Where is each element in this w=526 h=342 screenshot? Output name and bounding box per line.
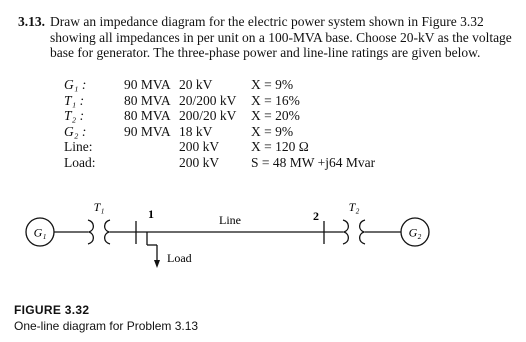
- rating-x: X = 16%: [251, 92, 300, 108]
- figure-caption: One-line diagram for Problem 3.13: [14, 319, 199, 333]
- rating-name: T₂ :: [64, 108, 85, 123]
- rating-mva: 90 MVA: [124, 77, 171, 92]
- rating-mva: 80 MVA: [124, 92, 171, 108]
- rating-row: [64, 93, 375, 109]
- rating-name: Line:: [64, 139, 93, 154]
- rating-row: [64, 155, 375, 171]
- bus-1-label: 1: [148, 207, 154, 221]
- g2-label: G₂: [408, 225, 422, 240]
- rating-kv: 200/20 kV: [179, 108, 237, 123]
- one-line-diagram: [0, 188, 526, 300]
- rating-name: Load:: [64, 154, 96, 170]
- bus-2-label: 2: [313, 209, 319, 223]
- load-branch: [147, 232, 157, 262]
- rating-kv: 20 kV: [179, 77, 213, 92]
- rating-name: G₂ :: [64, 123, 87, 139]
- load-label: Load: [167, 251, 192, 265]
- problem-text: Draw an impedance diagram for the electric power system shown in Figure 3.32 showing all impedances in per unit on a 100-MVA base. Choose 20-kV as the voltage base for generator. The three-phase power and line-line ratings are given below.: [50, 14, 512, 60]
- ratings-table: [64, 77, 375, 170]
- g1-label: G₁: [33, 225, 47, 240]
- rating-mva: 80 MVA: [124, 108, 171, 123]
- rating-name: G₁ :: [64, 77, 87, 92]
- rating-row: [64, 108, 375, 124]
- rating-row: [64, 77, 375, 93]
- t1-label: T₁: [93, 200, 105, 214]
- rating-mva: [124, 139, 179, 155]
- line-label: Line: [219, 213, 241, 227]
- rating-name: T₁ :: [64, 92, 85, 108]
- rating-mva: [124, 155, 179, 171]
- rating-mva: 90 MVA: [124, 123, 171, 139]
- rating-row: [64, 139, 375, 155]
- rating-kv: 20/200 kV: [179, 92, 237, 108]
- transformer-t2-symbol: [343, 220, 365, 244]
- t2-label: T₂: [348, 200, 360, 214]
- rating-row: [64, 124, 375, 140]
- rating-x: X = 120 Ω: [251, 139, 309, 154]
- rating-x: X = 20%: [251, 108, 300, 123]
- load-arrow-icon: [154, 260, 160, 268]
- rating-kv: 18 kV: [179, 123, 213, 139]
- rating-x: X = 9%: [251, 123, 294, 139]
- rating-x: S = 48 MW +j64 Mvar: [251, 154, 376, 170]
- problem-number: 3.13.: [18, 14, 45, 29]
- transformer-t1-symbol: [88, 220, 110, 244]
- rating-kv: 200 kV: [179, 139, 220, 154]
- figure-label: FIGURE 3.32: [14, 303, 90, 317]
- rating-x: X = 9%: [251, 77, 294, 92]
- rating-kv: 200 kV: [179, 154, 220, 170]
